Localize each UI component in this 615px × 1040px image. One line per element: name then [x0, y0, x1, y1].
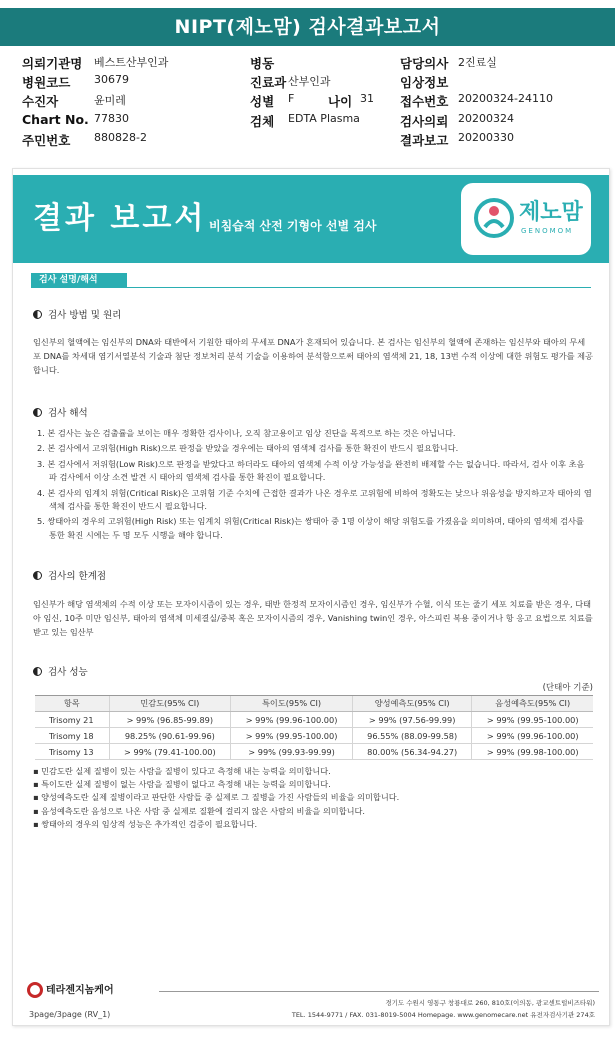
table-cell: Trisomy 18 [35, 728, 109, 744]
method-heading: 검사 방법 및 원리 [33, 307, 121, 321]
note-item: ▪ 특이도란 실제 질병이 없는 사람을 질병이 없다고 측정해 내는 능력을 의미합니다. [33, 779, 331, 790]
info-row [22, 92, 602, 110]
info-value: EDTA Plasma [288, 112, 360, 125]
table-cell: > 99% (99.98-100.00) [472, 744, 593, 760]
table-cell: > 99% (99.96-100.00) [231, 712, 353, 728]
info-label: 병동 [250, 56, 275, 71]
report-title: NIPT(제노맘) 검사결과보고서 [0, 8, 615, 46]
info-label: 성별 [250, 94, 275, 109]
info-value: 20200330 [458, 131, 514, 144]
info-label: 담당의사 [400, 56, 449, 71]
table-cell: > 99% (99.95-100.00) [472, 712, 593, 728]
limits-text: 임신부가 해당 염색체의 수적 이상 또는 모자이시즘이 있는 경우, 태반 한정적 모자이시즘인 경우, 임신부가 수혈, 이식 또는 줄기 세포 치료를 받은 경우, 다태아 임신, 10주 미만 임신부, 태아의 염색체 미세결실/중복 혹은 모자이시즘의 경우, Vanishing twin인 경우, 아스피린 복용 중이거나 항 응고 요법으로 치료를 받고 있는 임산부 [33, 599, 593, 637]
patient-info [22, 54, 602, 152]
table-row [35, 712, 593, 728]
method-text: 임신부의 혈액에는 임신부의 DNA와 태반에서 기원한 태아의 무세포 DNA가 혼재되어 있습니다. 본 검사는 임신부의 혈액에 존재하는 임신부와 태아의 무세포 DNA를 차세대 염기서열분석 기술과 첨단 정보처리 분석 기술을 이용하여 분석함으로써 태아의 염색체 21, 18, 13번 수적 이상에 대한 위험도 평가를 제공합니다. [33, 337, 593, 375]
note-item: ▪ 민감도란 실제 질병이 있는 사람을 질병이 있다고 측정해 내는 능력을 의미합니다. [33, 766, 331, 776]
info-label: 임상정보 [400, 75, 449, 90]
table-row [35, 744, 593, 760]
column-header: 특이도(95% CI) [231, 696, 353, 712]
info-value: 베스트산부인과 [94, 56, 169, 69]
info-value: 2진료실 [458, 56, 497, 69]
info-row [22, 131, 602, 149]
table-cell: Trisomy 21 [35, 712, 109, 728]
table-cell: Trisomy 13 [35, 744, 109, 760]
performance-notes [33, 765, 593, 831]
info-value: F [288, 92, 295, 105]
table-cell: > 99% (99.93-99.99) [231, 744, 353, 760]
half-circle-icon [33, 571, 42, 580]
footer-divider [159, 991, 599, 992]
interpretation-heading: 검사 해석 [33, 405, 88, 419]
unit-note: (단태아 기준) [542, 683, 593, 693]
note-item: ▪ 음성예측도란 음성으로 나온 사람 중 실제로 질환에 걸리지 않은 사람의 비율을 의미합니다. [33, 805, 366, 816]
info-value: 30679 [94, 73, 129, 86]
genomom-logo-icon [473, 197, 515, 239]
info-label: Chart No. [22, 112, 89, 127]
genomom-logo [461, 183, 591, 255]
note-item: ▪ 양성예측도란 실제 질병이라고 판단한 사람들 중 실제로 그 질병을 가진 사람들의 비율을 의미합니다. [33, 792, 400, 803]
table-header-row [35, 696, 593, 712]
info-value: 윤미레 [94, 94, 126, 107]
report-sheet [12, 168, 610, 1026]
footer-contact: TEL. 1544-9771 / FAX. 031-8019-5004 Homepage. www.genomecare.net 유전자검사기관 274호 [291, 1011, 595, 1019]
age-label: 나이 [328, 94, 353, 109]
list-item: 2. 본 검사에서 고위험(High Risk)으로 판정을 받았을 경우에는 태아의 염색체 검사를 통한 확진이 반드시 필요합니다. [37, 443, 459, 454]
info-label: 검체 [250, 114, 275, 129]
table-cell: > 99% (99.95-100.00) [231, 728, 353, 744]
info-value: 산부인과 [288, 75, 331, 88]
info-value: 77830 [94, 112, 129, 125]
banner-title: 결과 보고서 [33, 201, 207, 236]
table-row [35, 728, 593, 744]
info-label: 접수번호 [400, 94, 449, 109]
note-item: ▪ 쌍태아의 경우의 임상적 성능은 추가적인 검증이 필요합니다. [33, 818, 258, 829]
performance-table [35, 695, 593, 760]
column-header: 음성예측도(95% CI) [472, 696, 593, 712]
info-label: 검사의뢰 [400, 114, 449, 129]
list-item: 3. 본 검사에서 저위험(Low Risk)으로 판정을 받았다고 하더라도 태아의 염색체 수적 이상 가능성을 완전히 배제할 수는 없습니다. 따라서, 검사 이후 초음파 검사에서 이상 소견 발견 시 태아의 염색체 검사를 통한 확진이 필요합니다. [37, 458, 585, 483]
half-circle-icon [33, 408, 42, 417]
interpretation-list [37, 427, 592, 544]
table-cell: 80.00% (56.34-94.27) [352, 744, 472, 760]
company-logo-icon [27, 982, 43, 998]
table-cell: > 99% (96.85-99.89) [109, 712, 231, 728]
company-logo: 테라젠지놈케어 [27, 981, 114, 1001]
section-tab: 검사 설명/해석 [31, 273, 127, 287]
logo-subtext: GENOMOM [521, 227, 574, 235]
info-row [22, 112, 602, 130]
info-value: 20200324-24110 [458, 92, 553, 105]
table-cell: > 99% (79.41-100.00) [109, 744, 231, 760]
report-banner [13, 175, 609, 263]
info-row [22, 54, 602, 72]
info-label: 주민번호 [22, 133, 71, 148]
list-item: 1. 본 검사는 높은 검출률을 보이는 매우 정확한 검사이나, 오직 참고용이고 임상 진단을 목적으로 하는 것은 아닙니다. [37, 428, 456, 438]
performance-heading: 검사 성능 [33, 664, 88, 678]
half-circle-icon [33, 310, 42, 319]
page-number: 3page/3page (RV_1) [29, 1010, 111, 1019]
footer-address: 경기도 수원시 영통구 창룡대로 260, 810호(이의동, 광교센트럴비즈타워) [385, 999, 595, 1007]
info-label: 진료과 [250, 75, 287, 90]
limits-heading: 검사의 한계점 [33, 568, 106, 582]
list-item: 4. 본 검사의 임계치 위험(Critical Risk)은 고위험 기준 수치에 근접한 결과가 나온 경우로 고위험에 비하여 정확도는 낮으나 위음성을 방지하고자 태아의 염색체 검사를 통한 확진이 반드시 필요합니다. [37, 487, 592, 512]
logo-text: 제노맘 [519, 200, 583, 225]
column-header: 양성예측도(95% CI) [352, 696, 472, 712]
column-header: 항목 [35, 696, 109, 712]
list-item: 5. 쌍태아의 경우의 고위험(High Risk) 또는 임계치 위험(Critical Risk)는 쌍태아 중 1명 이상이 해당 위험도를 가졌음을 의미하며, 태아의 염색체 검사를 통한 확진 시에는 두 명 모두 시행을 해야 합니다. [37, 516, 584, 540]
info-row [22, 73, 602, 91]
table-cell: 96.55% (88.09-99.58) [352, 728, 472, 744]
info-value: 20200324 [458, 112, 514, 125]
info-value: 880828-2 [94, 131, 147, 144]
info-label: 결과보고 [400, 133, 449, 148]
age-value: 31 [360, 92, 374, 105]
banner-subtitle: 비침습적 산전 기형아 선별 검사 [209, 219, 377, 233]
section-divider [31, 287, 591, 288]
info-label: 병원코드 [22, 75, 71, 90]
half-circle-icon [33, 667, 42, 676]
info-label: 수진자 [22, 94, 59, 109]
table-cell: > 99% (97.56-99.99) [352, 712, 472, 728]
table-cell: > 99% (99.96-100.00) [472, 728, 593, 744]
table-cell: 98.25% (90.61-99.96) [109, 728, 231, 744]
info-label: 의뢰기관명 [22, 56, 83, 71]
column-header: 민감도(95% CI) [109, 696, 231, 712]
